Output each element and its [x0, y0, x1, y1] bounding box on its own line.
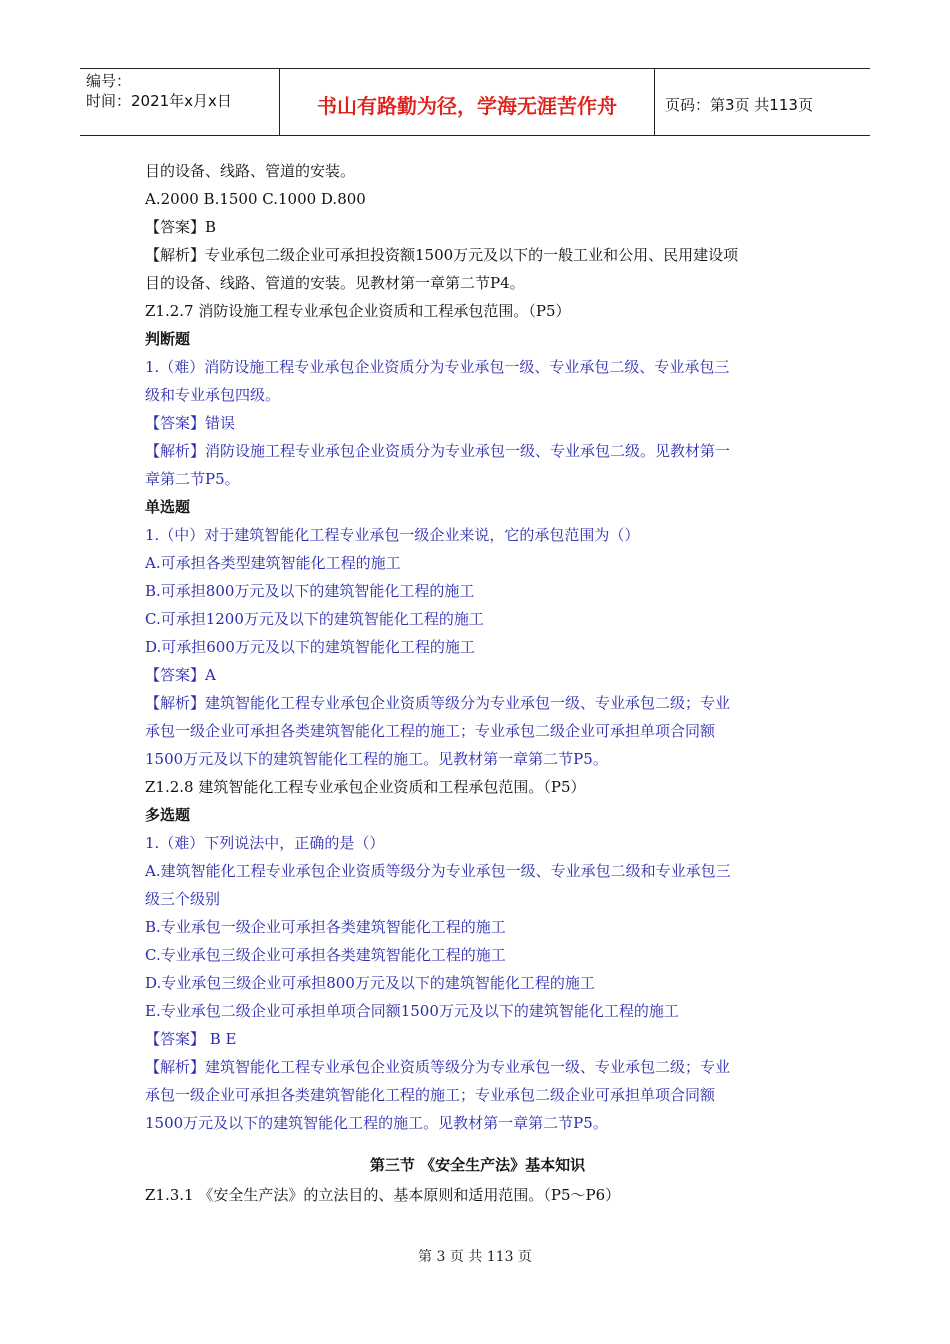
text-line: Z1.2.8 建筑智能化工程专业承包企业资质和工程承包范围。（P5） [145, 778, 586, 796]
text-line: A.建筑智能化工程专业承包企业资质等级分为专业承包一级、专业承包二级和专业承包三 [145, 862, 731, 880]
document-body [145, 157, 810, 1209]
text-line: A.可承担各类型建筑智能化工程的施工 [145, 554, 401, 572]
page-footer: 第 3 页 共 113 页 [418, 1249, 532, 1265]
text-line: 目的设备、线路、管道的安装。见教材第一章第二节P4。 [145, 274, 525, 292]
text-line: 【答案】B [145, 218, 217, 236]
text-line: 承包一级企业可承担各类建筑智能化工程的施工；专业承包二级企业可承担单项合同额 [145, 1086, 716, 1104]
text-line: 1.（难）消防设施工程专业承包企业资质分为专业承包一级、专业承包二级、专业承包三 [145, 358, 730, 376]
text-line: 【解析】建筑智能化工程专业承包企业资质等级分为专业承包一级、专业承包二级；专业 [145, 1058, 731, 1076]
text-line: 目的设备、线路、管道的安装。 [145, 162, 356, 180]
page-header [80, 68, 870, 136]
text-line: C.专业承包三级企业可承担各类建筑智能化工程的施工 [145, 946, 506, 964]
section-title: 第三节 《安全生产法》基本知识 [369, 1156, 586, 1174]
text-line: 章第二节P5。 [145, 470, 240, 488]
text-line: 承包一级企业可承担各类建筑智能化工程的施工；专业承包二级企业可承担单项合同额 [145, 722, 716, 740]
question-type-heading: 判断题 [145, 330, 191, 348]
text-line: 【答案】 B E [145, 1030, 237, 1048]
date-label: 时间：2021年x月x日 [86, 92, 232, 110]
question-type-heading: 单选题 [145, 498, 191, 516]
text-line: 1500万元及以下的建筑智能化工程的施工。见教材第一章第二节P5。 [145, 750, 608, 768]
header-page-info: 页码：第3页 共113页 [665, 95, 813, 114]
question-type-heading: 多选题 [145, 806, 191, 824]
text-line: B.可承担800万元及以下的建筑智能化工程的施工 [145, 582, 475, 600]
text-line: 1.（中）对于建筑智能化工程专业承包一级企业来说，它的承包范围为（） [145, 526, 640, 544]
body-lines [145, 157, 810, 1137]
text-line: A.2000 B.1500 C.1000 D.800 [145, 190, 366, 208]
number-label: 编号： [86, 72, 132, 90]
header-meta [80, 69, 280, 135]
header-motto: 书山有路勤为径，学海无涯苦作舟 [280, 69, 655, 135]
text-line: D.专业承包三级企业可承担800万元及以下的建筑智能化工程的施工 [145, 974, 595, 992]
text-line: 级三个级别 [145, 890, 221, 908]
text-line: B.专业承包一级企业可承担各类建筑智能化工程的施工 [145, 918, 506, 936]
text-line: D.可承担600万元及以下的建筑智能化工程的施工 [145, 638, 475, 656]
text-line: C.可承担1200万元及以下的建筑智能化工程的施工 [145, 610, 484, 628]
text-line: 【解析】专业承包二级企业可承担投资额1500万元及以下的一般工业和公用、民用建设项 [145, 246, 739, 264]
text-line: 【解析】消防设施工程专业承包企业资质分为专业承包一级、专业承包二级。见教材第一 [145, 442, 731, 460]
text-line: 级和专业承包四级。 [145, 386, 281, 404]
text-line: 【答案】错误 [145, 414, 236, 432]
text-line: E.专业承包二级企业可承担单项合同额1500万元及以下的建筑智能化工程的施工 [145, 1002, 679, 1020]
text-line: 【答案】A [145, 666, 216, 684]
section-topic-line: Z1.3.1 《安全生产法》的立法目的、基本原则和适用范围。（P5～P6） [145, 1186, 621, 1204]
text-line: 【解析】建筑智能化工程专业承包企业资质等级分为专业承包一级、专业承包二级；专业 [145, 694, 731, 712]
text-line: Z1.2.7 消防设施工程专业承包企业资质和工程承包范围。（P5） [145, 302, 571, 320]
text-line: 1500万元及以下的建筑智能化工程的施工。见教材第一章第二节P5。 [145, 1114, 608, 1132]
text-line: 1.（难）下列说法中，正确的是（） [145, 834, 385, 852]
